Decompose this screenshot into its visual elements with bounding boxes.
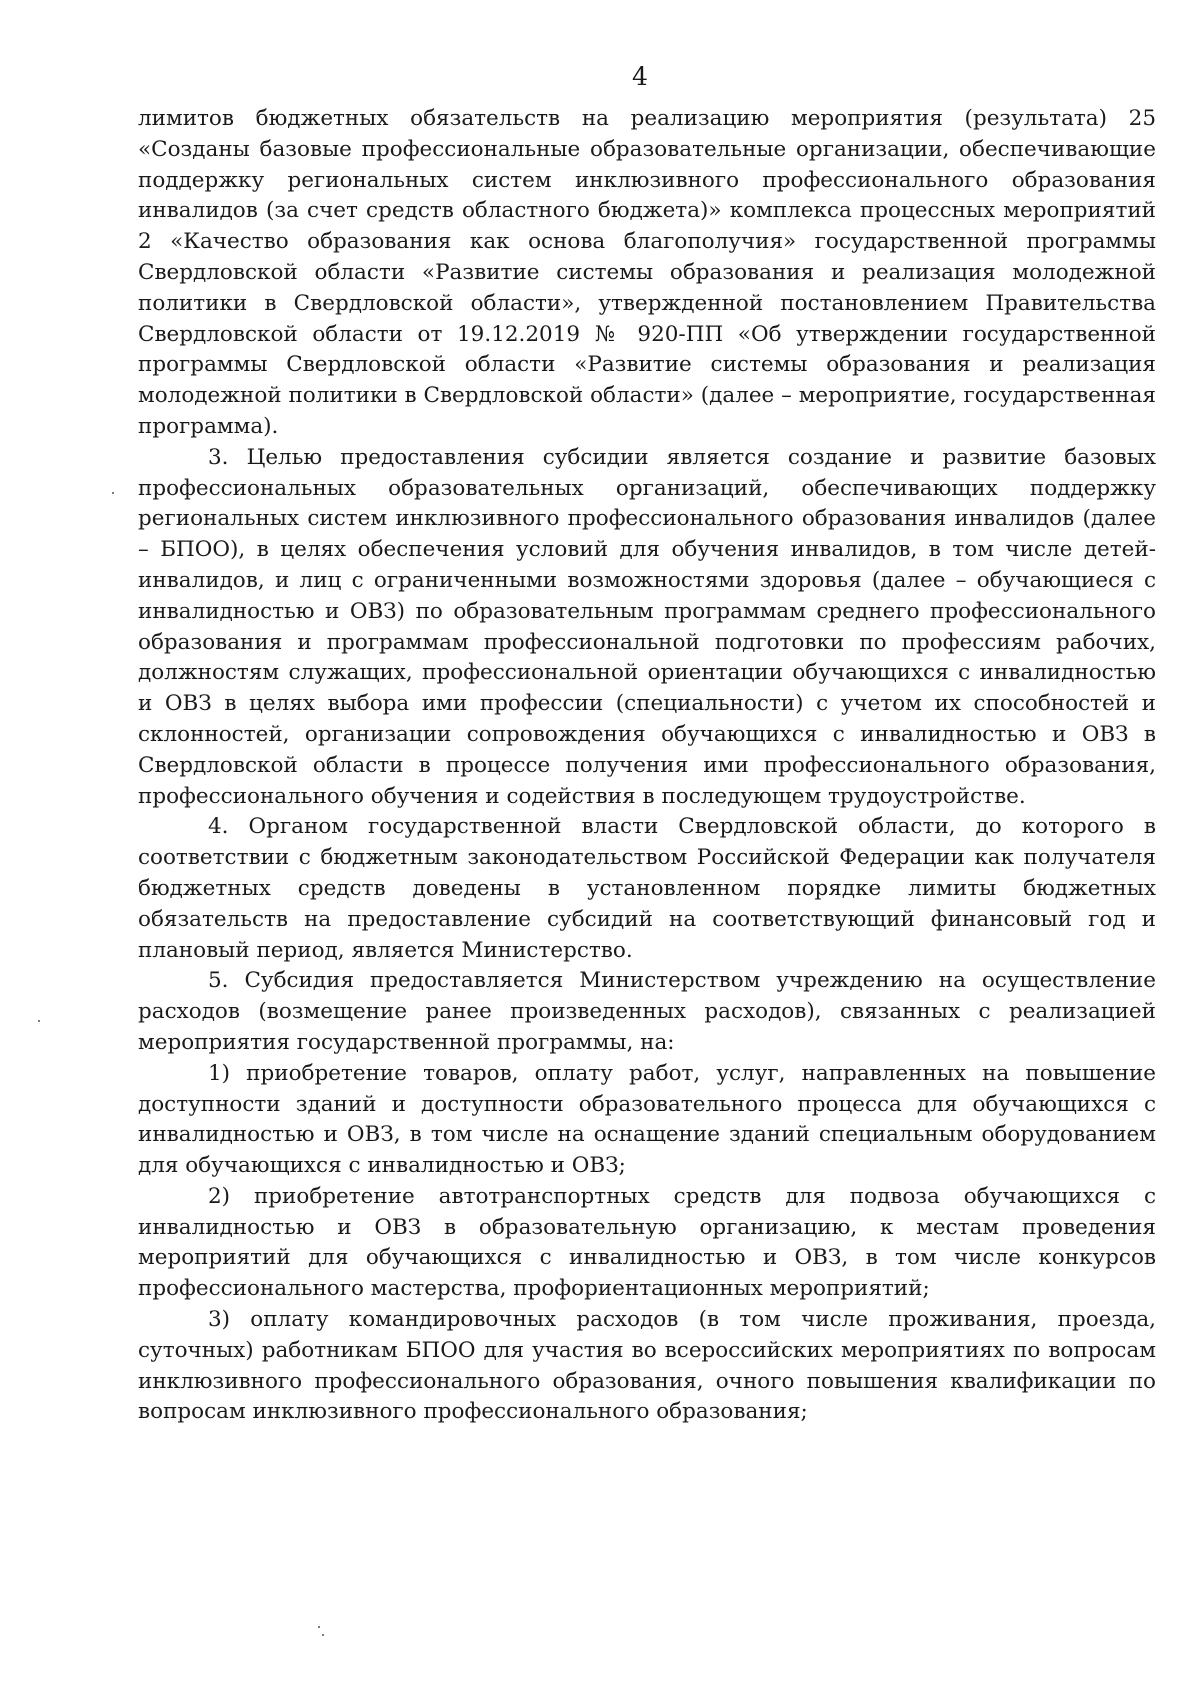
page-number: 4 — [632, 62, 648, 91]
paragraph-item-5-1: 1) приобретение товаров, оплату работ, услуг, направленных на повышение доступности зданий и доступности образовательного процесса для обучающихся с инвалидностью и ОВЗ, в том числе на оснащение зданий специальным оборудованием для обучающихся с инвалидностью и ОВЗ; — [138, 1060, 1156, 1179]
scan-speck — [112, 492, 114, 494]
paragraph-item-5-3: 3) оплату командировочных расходов (в том числе проживания, проезда, суточных) работникам БПОО для участия во всероссийских мероприятиях по вопросам инклюзивного профессионального образования, очного повышения квалификации по вопросам инклюзивного профессионального образования; — [138, 1307, 1156, 1425]
paragraph-item-5: 5. Субсидия предоставляется Министерством учреждению на осуществление расходов (возмещение ранее произведенных расходов), связанных с реализацией мероприятия государственной программы, на: — [138, 968, 1156, 1055]
paragraph-item-3: 3. Целью предоставления субсидии является создание и развитие базовых профессиональных образовательных организаций, обеспечивающих поддержку региональных систем инклюзивного профессионального образования инвалидов (далее – БПОО), в целях обеспечения условий для обучения инвалидов, в том числе детей-инвалидов, и лиц с ограниченными возможностями здоровья (далее – обучающиеся с инвалидностью и ОВЗ) по образовательным программам среднего профессионального образования и программам профессиональной подготовки по профессиям рабочих, должностям служащих, профессиональной ориентации обучающихся с инвалидностью и ОВЗ в целях выбора ими профессии (специальности) с учетом их способностей и склонностей, организации сопровождения обучающихся с инвалидностью и ОВЗ в Свердловской области в процессе получения ими профессионального образования, профессионального обучения и содействия в последующем трудоустройстве. — [138, 444, 1156, 809]
paragraph-item-4: 4. Органом государственной власти Свердловской области, до которого в соответствии с бюджетным законодательством Российской Федерации как получателя бюджетных средств доведены в установленном порядке лимиты бюджетных обязательств на предоставление субсидий на соответствующий финансовый год и плановый период, является Министерство. — [138, 814, 1156, 963]
scan-speck — [38, 1020, 40, 1022]
scan-speck — [318, 1626, 320, 1628]
document-body — [138, 104, 1156, 1428]
paragraph-continuation: лимитов бюджетных обязательств на реализацию мероприятия (результата) 25 «Созданы базовые профессиональные образовательные организации, обеспечивающие поддержку региональных систем инклюзивного профессионального образования инвалидов (за счет средств областного бюджета)» комплекса процессных мероприятий 2 «Качество образования как основа благополучия» государственной программы Свердловской области «Развитие системы образования и реализация молодежной политики в Свердловской области», утвержденной постановлением Правительства Свердловской области от 19.12.2019 № 920-ПП «Об утверждении государственной программы Свердловской области «Развитие системы образования и реализация молодежной политики в Свердловской области» (далее – мероприятие, государственная программа). — [138, 106, 1156, 439]
scan-speck — [322, 1634, 324, 1636]
paragraph-item-5-2: 2) приобретение автотранспортных средств для подвоза обучающихся с инвалидностью и ОВЗ в образовательную организацию, к местам проведения мероприятий для обучающихся с инвалидностью и ОВЗ, в том числе конкурсов профессионального мастерства, профориентационных мероприятий; — [138, 1183, 1156, 1302]
